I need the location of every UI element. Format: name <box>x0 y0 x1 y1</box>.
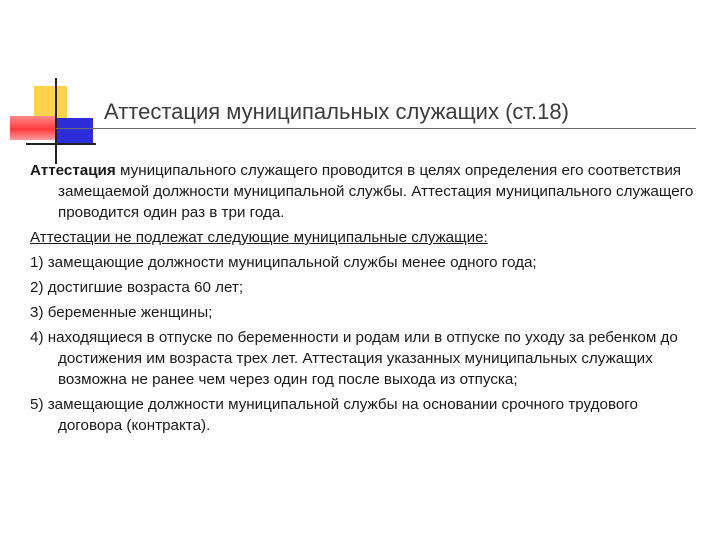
logo-vertical-line <box>55 78 57 164</box>
slide-title: Аттестация муниципальных служащих (ст.18) <box>104 99 569 124</box>
logo-blue-square <box>55 118 93 144</box>
exclusion-heading-text: Аттестации не подлежат следующие муниципальные служащие: <box>30 229 488 246</box>
list-item: 1) замещающие должности муниципальной службы менее одного года; <box>30 254 537 271</box>
logo-horizontal-line <box>26 143 96 145</box>
intro-text: муниципального служащего проводится в целях определения его соответствия замещаемой должности муниципальной службы. Аттестация муниципального служащего проводится один раз в три года. <box>58 162 694 221</box>
list-item: 4) находящиеся в отпуске по беременности и родам или в отпуске по уходу за ребенком до достижения им возраста трех лет. Аттестация указанных муниципальных служащих возможна не ранее чем через один год после выхода из отпуска; <box>30 329 678 388</box>
logo-yellow-square <box>34 86 67 118</box>
list-item: 3) беременные женщины; <box>30 304 213 321</box>
exclusion-heading <box>30 227 698 248</box>
list-item: 5) замещающие должности муниципальной службы на основании срочного трудового договора (контракта). <box>30 396 638 434</box>
intro-paragraph <box>30 160 698 223</box>
intro-bold-term: Аттестация <box>30 162 116 179</box>
slide-body <box>30 160 698 440</box>
list-item: 2) достигшие возраста 60 лет; <box>30 279 244 296</box>
logo-red-square <box>10 116 56 140</box>
title-underline-rule <box>56 128 696 129</box>
decorative-logo <box>0 0 110 170</box>
